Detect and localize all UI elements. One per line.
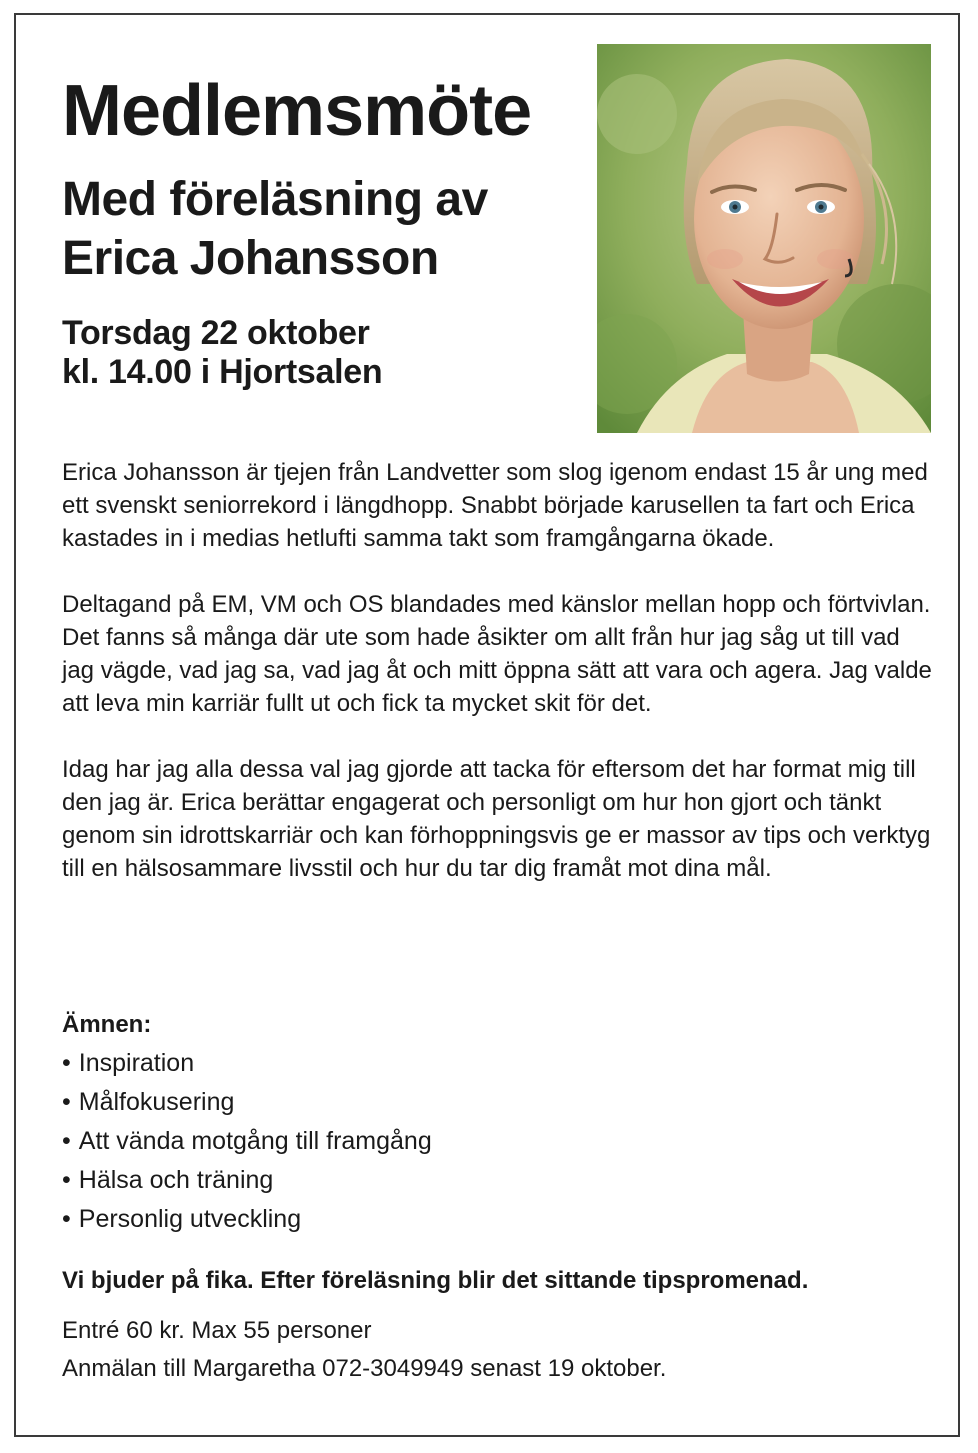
subtitle-line-1: Med föreläsning av [62,173,488,226]
fika-notice: Vi bjuder på fika. Efter föreläsning blir det sittande tipspromenad. [62,1267,809,1294]
subtitle-line-2: Erica Johansson [62,232,439,285]
paragraph-3: Idag har jag alla dessa val jag gjorde att tacka för eftersom det har format mig till den jag är. Erica berättar engagerat och personligt om hur hon gjort och tänkt genom sin idrottskarriär och kan förhoppningsvis ge er massor av tips och verktyg till en hälsosammare livsstil och hur du tar dig framåt mot dina mål. [62,756,931,882]
entry-fee: Entré 60 kr. Max 55 personer [62,1317,372,1344]
topic-item: • Inspiration [62,1044,432,1083]
portrait-photo [597,44,931,433]
footer-info [62,1312,666,1388]
topic-item: • Personlig utveckling [62,1200,432,1239]
page-title: Medlemsmöte [62,71,532,151]
subtitle [62,170,488,288]
topic-item: • Att vända motgång till framgång [62,1122,432,1161]
event-datetime [62,314,382,392]
description [62,456,932,918]
topics-list [62,1044,432,1239]
paragraph-2: Deltagand på EM, VM och OS blandades med känslor mellan hopp och förtvivlan. Det fanns så många där ute som hade åsikter om allt från hur jag såg ut till vad jag vägde, vad jag sa, vad jag åt och mitt öppna sätt att vara och agera. Jag valde att leva min karriär fullt ut och fick ta mycket skit för det. [62,591,932,717]
topics-heading: Ämnen: [62,1011,152,1038]
topic-item: • Hälsa och träning [62,1161,432,1200]
event-date: Torsdag 22 oktober [62,314,370,352]
signup-info: Anmälan till Margaretha 072-3049949 senast 19 oktober. [62,1355,667,1382]
topic-item: • Målfokusering [62,1083,432,1122]
event-time-place: kl. 14.00 i Hjortsalen [62,353,383,391]
paragraph-1: Erica Johansson är tjejen från Landvetter som slog igenom endast 15 år ung med ett svenskt seniorrekord i längdhopp. Snabbt började karusellen ta fart och Erica kastades in i medias hetlufti samma takt som framgångarna ökade. [62,459,928,552]
